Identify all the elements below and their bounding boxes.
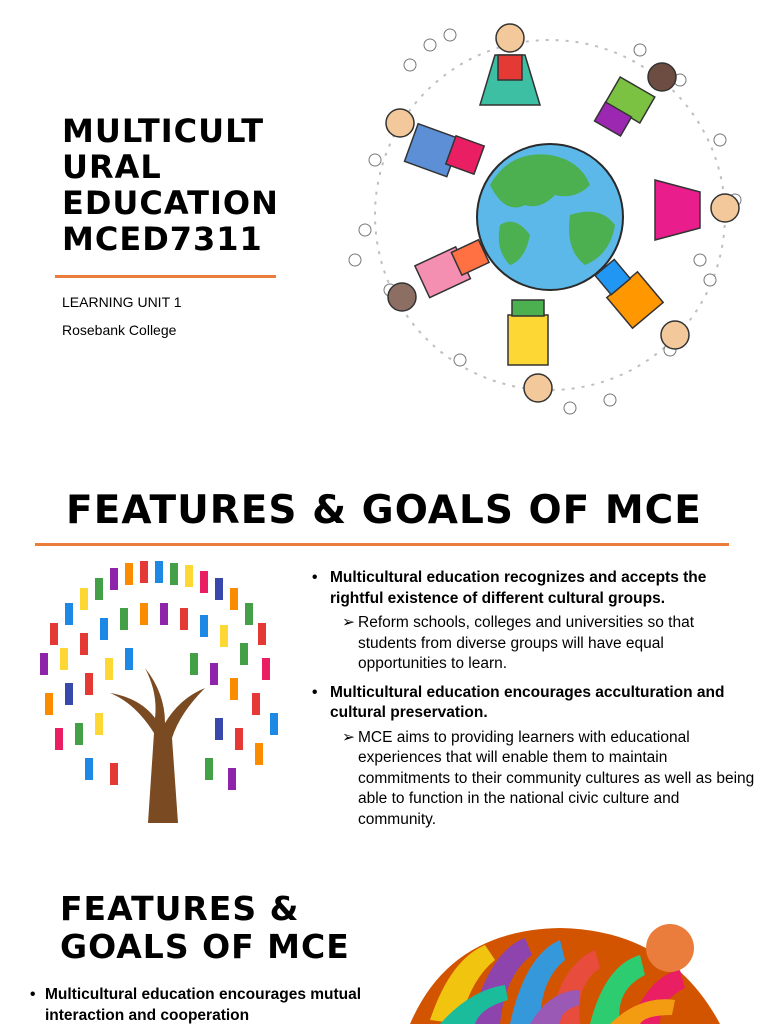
colorful-hands-illustration [410, 920, 720, 1024]
bullet-icon: • [30, 986, 36, 1003]
title-line: MCED7311 [62, 220, 263, 258]
slide-title-heading [62, 113, 292, 257]
slide-title [0, 0, 768, 440]
bullet-text: Multicultural education encourages mutual interaction and cooperation [45, 986, 362, 1024]
title-line: MULTICULT [62, 112, 265, 150]
title-line: GOALS OF MCE [60, 927, 350, 966]
sub-bullet-text: MCE aims to providing learners with educational experiences that will enable them to maintain commitments to their community cultures as well as being able to function in the national civic culture and community. [358, 728, 755, 828]
sub-bullet-item [310, 613, 755, 675]
accent-circle-icon [646, 924, 694, 972]
bullet-item [310, 568, 755, 609]
arrow-bullet-icon: ➢ [342, 614, 355, 631]
bullet-text: Multicultural education recognizes and accepts the rightful existence of different cultural groups. [330, 569, 707, 607]
slide-heading [60, 890, 380, 966]
title-line: FEATURES & [60, 889, 300, 928]
children-around-globe-illustration [340, 10, 760, 420]
bullet-list [310, 568, 755, 838]
bullet-text: Multicultural education encourages acculturation and cultural preservation. [330, 683, 725, 721]
title-underline [55, 275, 276, 278]
heading-underline [35, 543, 729, 546]
bullet-item [28, 985, 365, 1024]
bullet-item [310, 683, 755, 724]
learning-unit-label: LEARNING UNIT 1 [62, 294, 182, 310]
tree-of-people-illustration [30, 553, 292, 828]
college-name: Rosebank College [62, 322, 177, 338]
bullet-icon: • [312, 569, 318, 586]
sub-bullet-text: Reform schools, colleges and universities so that students from diverse groups will have equal opportunities to learn. [358, 614, 694, 672]
sub-bullet-item [310, 728, 755, 831]
slide-features-goals-continued [0, 850, 768, 1024]
slide-features-goals [0, 445, 768, 845]
title-line: URAL [62, 148, 162, 186]
arrow-bullet-icon: ➢ [342, 728, 355, 746]
slide-heading: FEATURES & GOALS OF MCE [66, 488, 702, 533]
title-line: EDUCATION [62, 184, 279, 222]
bullet-icon: • [312, 683, 318, 701]
